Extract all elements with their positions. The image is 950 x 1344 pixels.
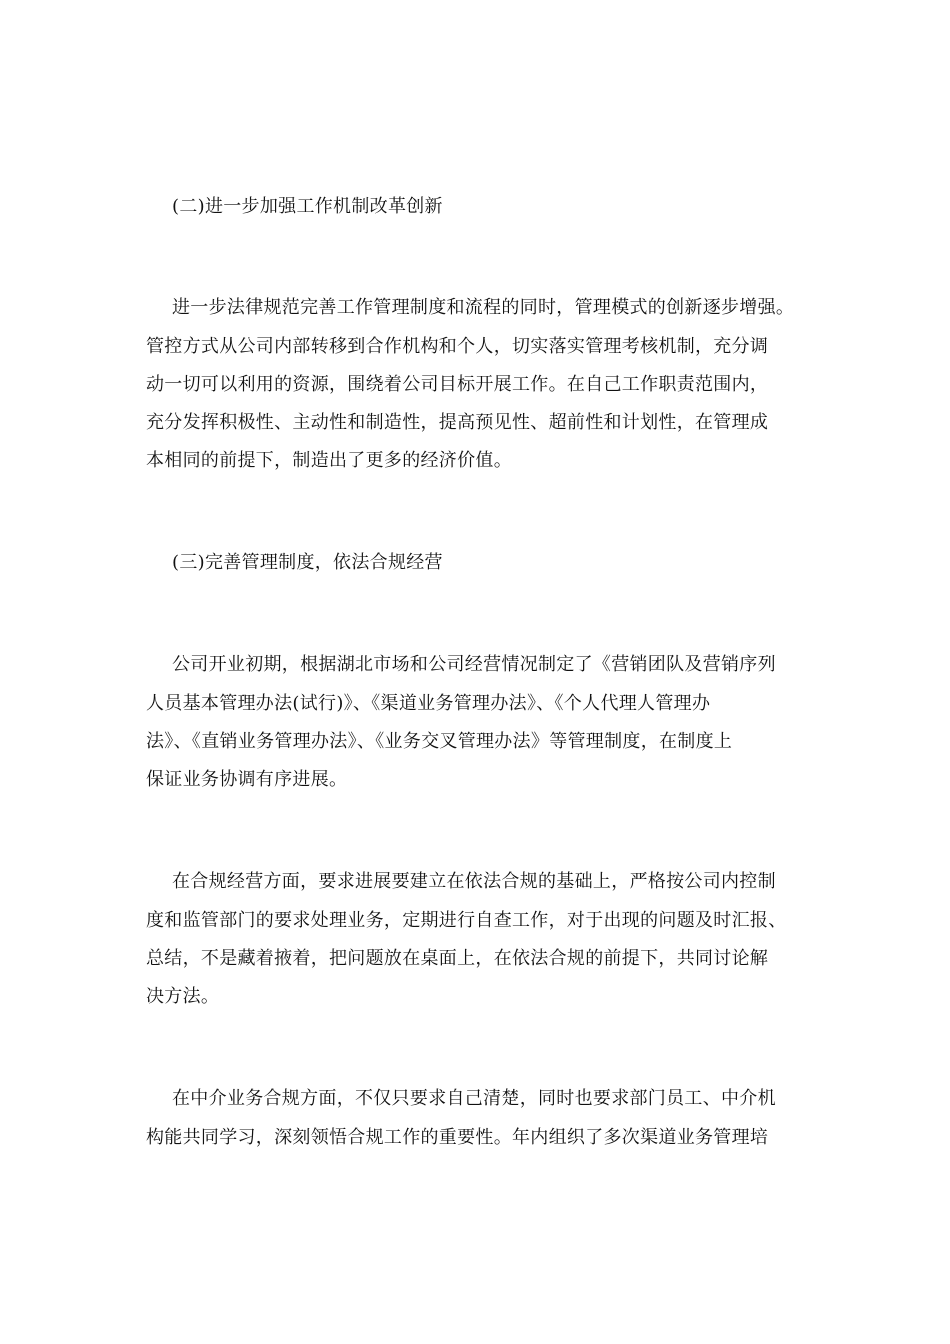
- paragraph-line: 本相同的前提下，制造出了更多的经济价值。: [146, 450, 512, 471]
- paragraph-line: 进一步法律规范完善工作管理制度和流程的同时，管理模式的创新逐步增强。: [172, 297, 795, 318]
- paragraph-line: 度和监管部门的要求处理业务，定期进行自查工作，对于出现的问题及时汇报、: [146, 910, 787, 931]
- paragraph-line: 构能共同学习，深刻领悟合规工作的重要性。年内组织了多次渠道业务管理培: [146, 1127, 769, 1148]
- section-heading-2: (二)进一步加强工作机制改革创新: [172, 196, 443, 217]
- paragraph-line: 保证业务协调有序进展。: [146, 769, 348, 790]
- paragraph-line: 总结，不是藏着掖着，把问题放在桌面上，在依法合规的前提下，共同讨论解: [146, 948, 769, 969]
- paragraph-line: 在合规经营方面，要求进展要建立在依法合规的基础上，严格按公司内控制: [172, 871, 776, 892]
- paragraph-line: 法》、《直销业务管理办法》、《业务交叉管理办法》等管理制度，在制度上: [146, 731, 733, 752]
- paragraph-line: 人员基本管理办法(试行)》、《渠道业务管理办法》、《个人代理人管理办: [146, 693, 711, 714]
- paragraph-line: 管控方式从公司内部转移到合作机构和个人，切实落实管理考核机制，充分调: [146, 336, 769, 357]
- paragraph-line: 在中介业务合规方面，不仅只要求自己清楚，同时也要求部门员工、中介机: [172, 1088, 776, 1109]
- paragraph-line: 决方法。: [146, 986, 220, 1007]
- paragraph-line: 充分发挥积极性、主动性和制造性，提高预见性、超前性和计划性，在管理成: [146, 412, 769, 433]
- paragraph-line: 动一切可以利用的资源，围绕着公司目标开展工作。在自己工作职责范围内，: [146, 374, 769, 395]
- section-heading-3: (三)完善管理制度，依法合规经营: [172, 552, 443, 573]
- paragraph-line: 公司开业初期，根据湖北市场和公司经营情况制定了《营销团队及营销序列: [172, 654, 776, 675]
